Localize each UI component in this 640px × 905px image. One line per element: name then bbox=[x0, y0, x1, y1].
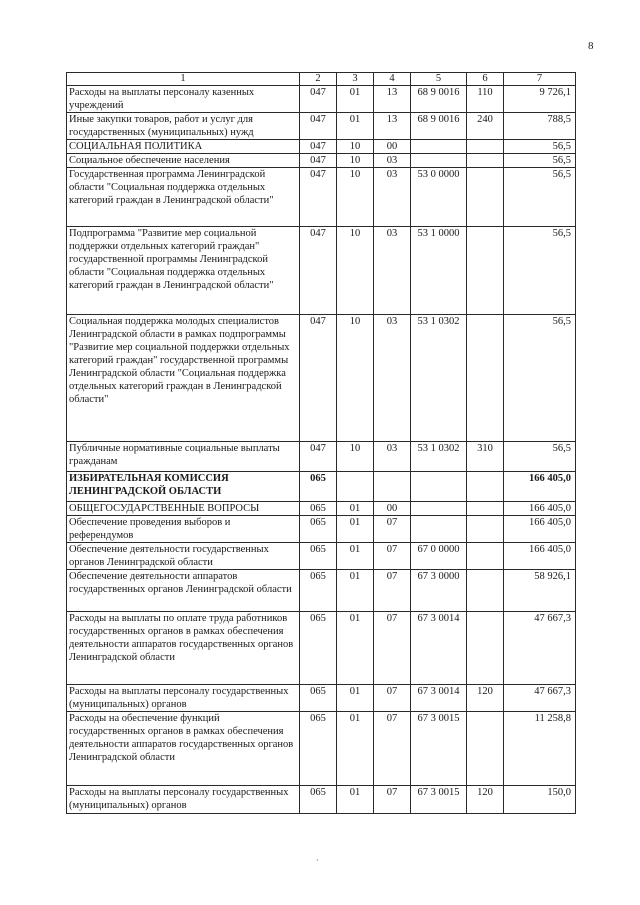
amount-cell: 47 667,3 bbox=[504, 612, 576, 685]
code-cell: 065 bbox=[300, 612, 337, 685]
row-name-cell: Публичные нормативные социальные выплаты гражданам bbox=[67, 442, 300, 472]
expense-type-cell: 120 bbox=[467, 786, 504, 814]
subsection-cell: 00 bbox=[374, 502, 411, 516]
target-article-cell: 67 3 0014 bbox=[411, 612, 467, 685]
amount-cell: 166 405,0 bbox=[504, 472, 576, 502]
subsection-cell: 07 bbox=[374, 516, 411, 543]
expense-type-cell bbox=[467, 543, 504, 570]
code-cell: 065 bbox=[300, 502, 337, 516]
expense-type-cell: 240 bbox=[467, 113, 504, 140]
target-article-cell bbox=[411, 502, 467, 516]
code-cell: 047 bbox=[300, 168, 337, 227]
expense-type-cell bbox=[467, 502, 504, 516]
table-row bbox=[67, 140, 576, 154]
amount-cell: 56,5 bbox=[504, 168, 576, 227]
row-name-cell: Социальная поддержка молодых специалистов Ленинградской области в рамках подпрограммы "Развитие мер социальной поддержки отдельных категорий граждан" государственной программы Ленинградской области "Социальная поддержка отдельных категорий граждан в Ленинградской области" bbox=[67, 315, 300, 442]
code-cell: 065 bbox=[300, 472, 337, 502]
section-cell: 01 bbox=[337, 786, 374, 814]
subsection-cell: 07 bbox=[374, 612, 411, 685]
row-name-cell: ОБЩЕГОСУДАРСТВЕННЫЕ ВОПРОСЫ bbox=[67, 502, 300, 516]
row-name-cell: Расходы на выплаты персоналу казенных учреждений bbox=[67, 86, 300, 113]
amount-cell: 166 405,0 bbox=[504, 516, 576, 543]
code-cell: 047 bbox=[300, 140, 337, 154]
expense-type-cell: 120 bbox=[467, 685, 504, 712]
header-cell: 1 bbox=[67, 73, 300, 86]
table-row bbox=[67, 516, 576, 543]
section-cell: 01 bbox=[337, 570, 374, 612]
expense-type-cell: 310 bbox=[467, 442, 504, 472]
amount-cell: 166 405,0 bbox=[504, 502, 576, 516]
section-cell bbox=[337, 472, 374, 502]
budget-table bbox=[66, 72, 576, 814]
expense-type-cell bbox=[467, 472, 504, 502]
code-cell: 065 bbox=[300, 543, 337, 570]
target-article-cell bbox=[411, 472, 467, 502]
expense-type-cell bbox=[467, 612, 504, 685]
amount-cell: 11 258,8 bbox=[504, 712, 576, 786]
expense-type-cell: 110 bbox=[467, 86, 504, 113]
code-cell: 065 bbox=[300, 685, 337, 712]
table-row bbox=[67, 570, 576, 612]
header-cell: 3 bbox=[337, 73, 374, 86]
code-cell: 047 bbox=[300, 113, 337, 140]
amount-cell: 150,0 bbox=[504, 786, 576, 814]
target-article-cell: 67 3 0014 bbox=[411, 685, 467, 712]
target-article-cell: 53 1 0000 bbox=[411, 227, 467, 315]
header-cell: 4 bbox=[374, 73, 411, 86]
row-name-cell: Расходы на выплаты персоналу государственных (муниципальных) органов bbox=[67, 685, 300, 712]
subsection-cell: 07 bbox=[374, 712, 411, 786]
table-row bbox=[67, 442, 576, 472]
target-article-cell: 53 0 0000 bbox=[411, 168, 467, 227]
target-article-cell bbox=[411, 154, 467, 168]
amount-cell: 9 726,1 bbox=[504, 86, 576, 113]
table-row bbox=[67, 543, 576, 570]
scan-mark: ` bbox=[316, 858, 319, 868]
target-article-cell: 68 9 0016 bbox=[411, 113, 467, 140]
target-article-cell bbox=[411, 516, 467, 543]
section-cell: 01 bbox=[337, 685, 374, 712]
section-cell: 01 bbox=[337, 612, 374, 685]
table-row bbox=[67, 612, 576, 685]
code-cell: 047 bbox=[300, 86, 337, 113]
code-cell: 047 bbox=[300, 315, 337, 442]
code-cell: 065 bbox=[300, 516, 337, 543]
expense-type-cell bbox=[467, 168, 504, 227]
code-cell: 047 bbox=[300, 227, 337, 315]
section-cell: 01 bbox=[337, 502, 374, 516]
row-name-cell: Обеспечение проведения выборов и референдумов bbox=[67, 516, 300, 543]
table-row bbox=[67, 315, 576, 442]
header-cell: 5 bbox=[411, 73, 467, 86]
expense-type-cell bbox=[467, 712, 504, 786]
expense-type-cell bbox=[467, 227, 504, 315]
subsection-cell: 13 bbox=[374, 113, 411, 140]
subsection-cell: 03 bbox=[374, 442, 411, 472]
table-header-row bbox=[67, 73, 576, 86]
table-row bbox=[67, 472, 576, 502]
amount-cell: 47 667,3 bbox=[504, 685, 576, 712]
amount-cell: 56,5 bbox=[504, 442, 576, 472]
row-name-cell: ИЗБИРАТЕЛЬНАЯ КОМИССИЯ ЛЕНИНГРАДСКОЙ ОБЛАСТИ bbox=[67, 472, 300, 502]
expense-type-cell bbox=[467, 570, 504, 612]
code-cell: 047 bbox=[300, 442, 337, 472]
table-row bbox=[67, 168, 576, 227]
expense-type-cell bbox=[467, 140, 504, 154]
table-row bbox=[67, 685, 576, 712]
subsection-cell: 03 bbox=[374, 315, 411, 442]
table-row bbox=[67, 786, 576, 814]
subsection-cell: 00 bbox=[374, 140, 411, 154]
amount-cell: 56,5 bbox=[504, 154, 576, 168]
subsection-cell: 07 bbox=[374, 786, 411, 814]
row-name-cell: Социальное обеспечение населения bbox=[67, 154, 300, 168]
subsection-cell: 03 bbox=[374, 168, 411, 227]
section-cell: 10 bbox=[337, 442, 374, 472]
row-name-cell: Иные закупки товаров, работ и услуг для государственных (муниципальных) нужд bbox=[67, 113, 300, 140]
target-article-cell: 53 1 0302 bbox=[411, 442, 467, 472]
subsection-cell: 03 bbox=[374, 227, 411, 315]
row-name-cell: Обеспечение деятельности аппаратов государственных органов Ленинградской области bbox=[67, 570, 300, 612]
expense-type-cell bbox=[467, 315, 504, 442]
subsection-cell: 13 bbox=[374, 86, 411, 113]
target-article-cell: 67 3 0000 bbox=[411, 570, 467, 612]
amount-cell: 56,5 bbox=[504, 140, 576, 154]
expense-type-cell bbox=[467, 154, 504, 168]
section-cell: 10 bbox=[337, 140, 374, 154]
subsection-cell: 07 bbox=[374, 685, 411, 712]
header-cell: 7 bbox=[504, 73, 576, 86]
amount-cell: 788,5 bbox=[504, 113, 576, 140]
header-cell: 2 bbox=[300, 73, 337, 86]
section-cell: 01 bbox=[337, 86, 374, 113]
target-article-cell: 67 3 0015 bbox=[411, 712, 467, 786]
code-cell: 047 bbox=[300, 154, 337, 168]
subsection-cell: 07 bbox=[374, 570, 411, 612]
row-name-cell: Расходы на выплаты персоналу государственных (муниципальных) органов bbox=[67, 786, 300, 814]
row-name-cell: Обеспечение деятельности государственных органов Ленинградской области bbox=[67, 543, 300, 570]
table-row bbox=[67, 113, 576, 140]
table-row bbox=[67, 86, 576, 113]
subsection-cell: 07 bbox=[374, 543, 411, 570]
row-name-cell: Подпрограмма "Развитие мер социальной поддержки отдельных категорий граждан" государственной программы Ленинградской области "Социальная поддержка отдельных категорий граждан в Ленинградской области" bbox=[67, 227, 300, 315]
row-name-cell: Государственная программа Ленинградской области "Социальная поддержка отдельных категорий граждан в Ленинградской области" bbox=[67, 168, 300, 227]
target-article-cell: 68 9 0016 bbox=[411, 86, 467, 113]
table-row bbox=[67, 502, 576, 516]
section-cell: 10 bbox=[337, 154, 374, 168]
header-cell: 6 bbox=[467, 73, 504, 86]
target-article-cell: 53 1 0302 bbox=[411, 315, 467, 442]
section-cell: 01 bbox=[337, 712, 374, 786]
expense-type-cell bbox=[467, 516, 504, 543]
amount-cell: 58 926,1 bbox=[504, 570, 576, 612]
table-row bbox=[67, 712, 576, 786]
section-cell: 01 bbox=[337, 516, 374, 543]
row-name-cell: Расходы на обеспечение функций государственных органов в рамках обеспечения деятельности аппаратов государственных органов Ленинградской области bbox=[67, 712, 300, 786]
section-cell: 01 bbox=[337, 113, 374, 140]
amount-cell: 56,5 bbox=[504, 227, 576, 315]
subsection-cell: 03 bbox=[374, 154, 411, 168]
page-number: 8 bbox=[588, 40, 594, 52]
section-cell: 10 bbox=[337, 315, 374, 442]
code-cell: 065 bbox=[300, 786, 337, 814]
row-name-cell: СОЦИАЛЬНАЯ ПОЛИТИКА bbox=[67, 140, 300, 154]
row-name-cell: Расходы на выплаты по оплате труда работников государственных органов в рамках обеспечения деятельности аппаратов государственных органов Ленинградской области bbox=[67, 612, 300, 685]
section-cell: 10 bbox=[337, 168, 374, 227]
code-cell: 065 bbox=[300, 570, 337, 612]
table-row bbox=[67, 154, 576, 168]
target-article-cell: 67 3 0015 bbox=[411, 786, 467, 814]
section-cell: 10 bbox=[337, 227, 374, 315]
target-article-cell: 67 0 0000 bbox=[411, 543, 467, 570]
table-row bbox=[67, 227, 576, 315]
target-article-cell bbox=[411, 140, 467, 154]
amount-cell: 166 405,0 bbox=[504, 543, 576, 570]
section-cell: 01 bbox=[337, 543, 374, 570]
code-cell: 065 bbox=[300, 712, 337, 786]
subsection-cell bbox=[374, 472, 411, 502]
amount-cell: 56,5 bbox=[504, 315, 576, 442]
